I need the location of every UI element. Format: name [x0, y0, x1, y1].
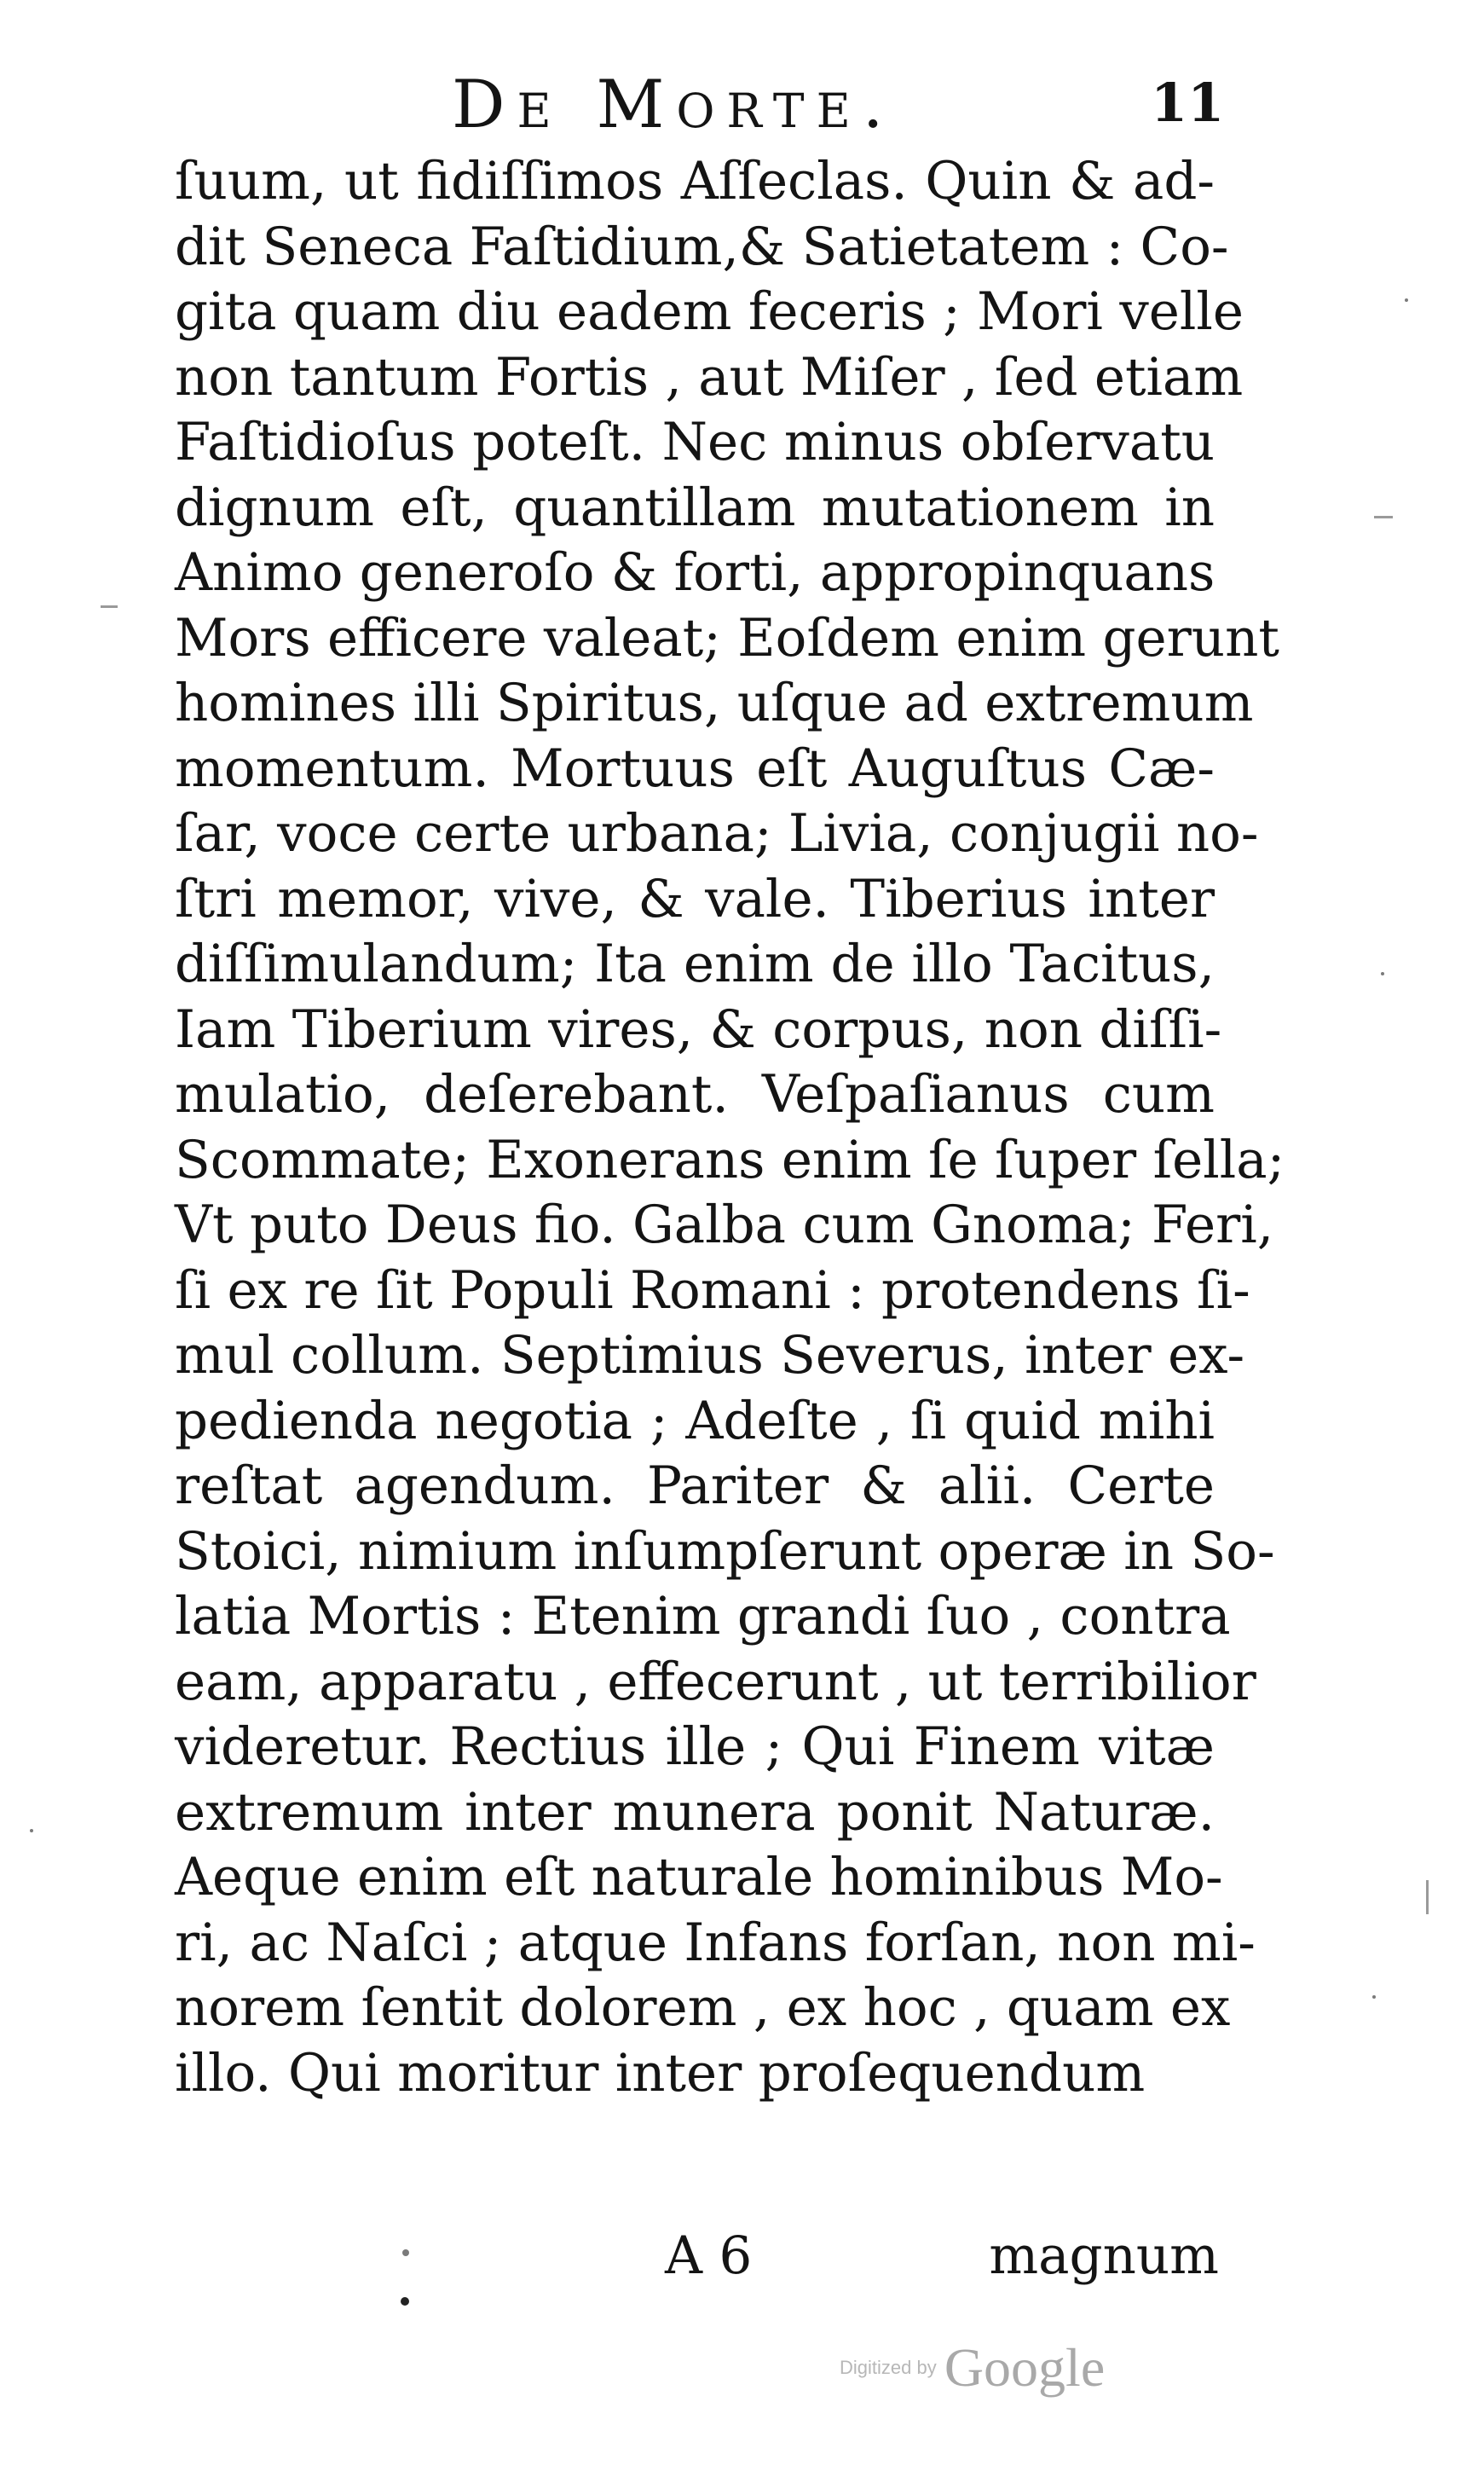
- google-wordmark: Google: [944, 2337, 1106, 2398]
- scan-mark: [1374, 516, 1393, 518]
- scan-mark: [1426, 1880, 1429, 1914]
- text-line: Stoici, nimium inſumpſerunt operæ in So-: [175, 1520, 1275, 1582]
- text-line: ſuum, ut fidiſſimos Aſſeclas. Quin & ad-: [175, 151, 1215, 211]
- digitization-stamp: [840, 2336, 1215, 2405]
- text-line: videretur. Rectius ille ; Qui Finem vitæ: [175, 1716, 1215, 1777]
- ink-speck: [402, 2249, 409, 2256]
- text-line: momentum. Mortuus eſt Auguſtus Cæ-: [175, 738, 1215, 799]
- page-footer: [665, 2225, 1219, 2294]
- scan-mark: [101, 605, 118, 608]
- running-title: De Morte.: [452, 67, 896, 143]
- text-line: eam, apparatu , effecerunt , ut terribilior: [175, 1651, 1256, 1712]
- text-line: dignum eſt, quantillam mutationem in: [175, 477, 1215, 538]
- page-header: [452, 67, 1225, 143]
- text-line: Aeque enim eſt naturale hominibus Mo-: [175, 1847, 1223, 1907]
- ink-speck: [1372, 1995, 1376, 1999]
- text-line: ſi ex re ſit Populi Romani : protendens ſi-: [175, 1259, 1250, 1321]
- ink-speck: [401, 2297, 409, 2306]
- text-line: non tantum Fortis , aut Miſer , ſed etiam: [175, 346, 1244, 408]
- signature-mark: A 6: [665, 2225, 753, 2286]
- catchword: magnum: [989, 2225, 1219, 2286]
- ink-speck: [30, 1829, 33, 1832]
- body-text: [175, 149, 1285, 2106]
- text-line: Iam Tiberium vires, & corpus, non diſſi-: [175, 998, 1222, 1060]
- text-line: illo. Qui moritur inter proſequendum: [175, 2042, 1146, 2104]
- text-line: norem ſentit dolorem , ex hoc , quam ex: [175, 1977, 1231, 2038]
- text-line: Mors efficere valeat; Eoſdem enim gerunt: [175, 607, 1279, 668]
- text-line: dit Seneca Faſtidium,& Satietatem : Co-: [175, 216, 1229, 277]
- page-number: 11: [1151, 72, 1225, 134]
- text-line: gita quam diu eadem feceris ; Mori velle: [175, 281, 1244, 342]
- text-line: mul collum. Septimius Severus, inter ex-: [175, 1325, 1245, 1386]
- text-line: ſtri memor, vive, & vale. Tiberius inter: [175, 868, 1215, 929]
- text-line: homines illi Spiritus, uſque ad extremum: [175, 673, 1254, 733]
- text-line: mulatio, deſerebant. Veſpaſianus cum: [175, 1064, 1215, 1125]
- text-line: diſſimulandum; Ita enim de illo Tacitus,: [175, 934, 1215, 994]
- text-line: Vt puto Deus fio. Galba cum Gnoma; Feri,: [175, 1195, 1274, 1255]
- text-line: Faſtidioſus poteſt. Nec minus obſervatu: [175, 412, 1215, 472]
- ink-speck: [1405, 298, 1408, 302]
- text-line: latia Mortis : Etenim grandi ſuo , contra: [175, 1586, 1231, 1647]
- ink-speck: [1381, 972, 1384, 975]
- text-line: Animo generoſo & forti, appropinquans: [175, 542, 1215, 603]
- digitized-by-label: Digitized by: [840, 2357, 937, 2378]
- text-line: reſtat agendum. Pariter & alii. Certe: [175, 1456, 1215, 1516]
- text-line: ſar, voce certe urbana; Livia, conjugii no-: [175, 803, 1259, 864]
- text-line: Scommate; Exonerans enim ſe ſuper ſella;: [175, 1129, 1285, 1190]
- text-line: extremum inter munera ponit Naturæ.: [175, 1781, 1215, 1843]
- text-line: ri, ac Naſci ; atque Infans forſan, non mi-: [175, 1912, 1256, 1973]
- text-line: pedienda negotia ; Adeſte , ſi quid mihi: [175, 1390, 1215, 1451]
